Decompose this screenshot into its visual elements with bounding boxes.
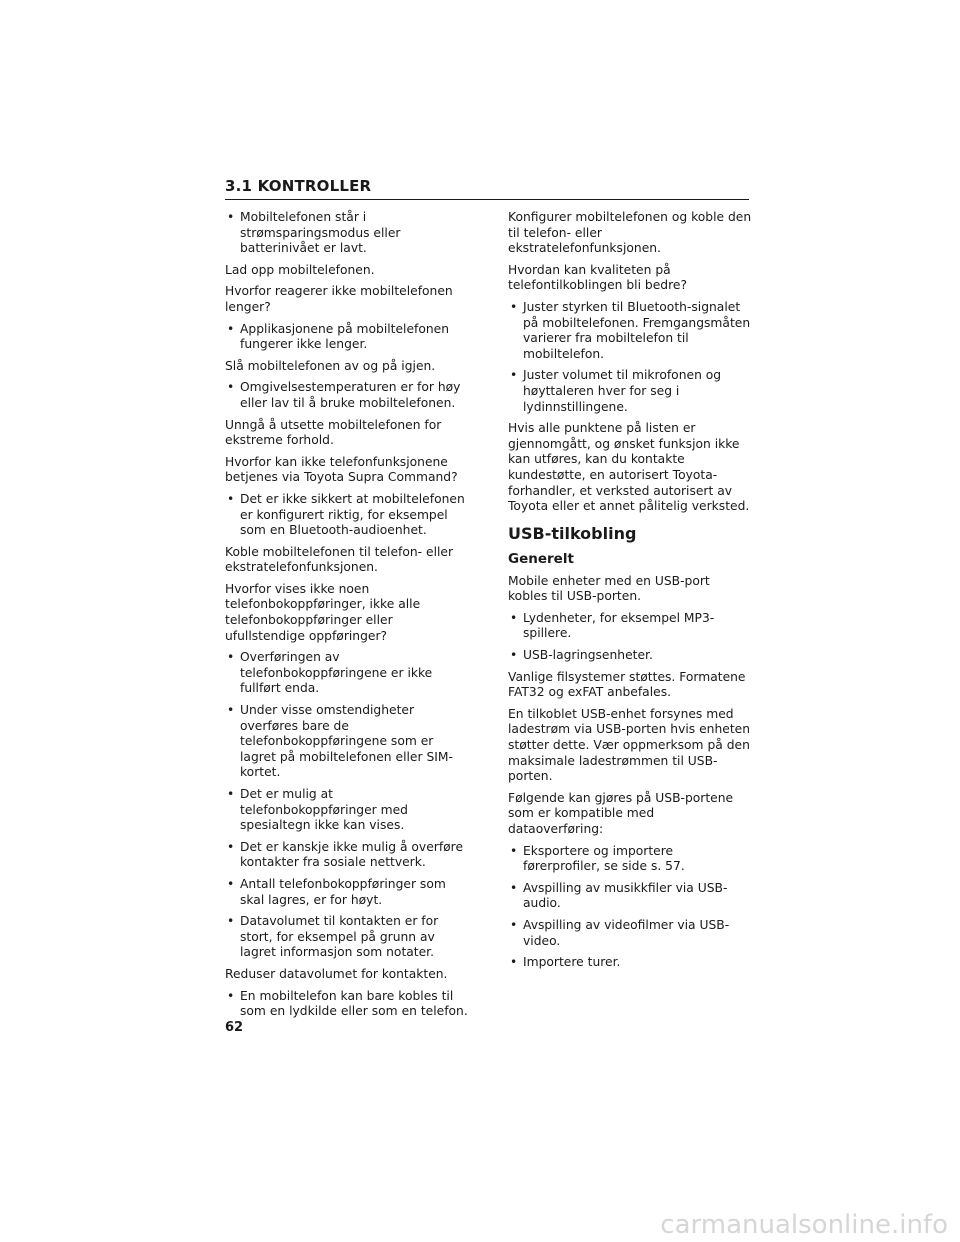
bullet-dot: •: [510, 299, 518, 314]
bullet-dot: •: [510, 610, 518, 625]
right-column: [508, 210, 753, 977]
paragraph: Hvorfor reagerer ikke mobiltelefonen lenger?: [225, 284, 453, 314]
paragraph: Konfigurer mobiltelefonen og koble den til telefon- eller ekstratelefonfunksjonen.: [508, 210, 752, 256]
paragraph: Vanlige filsystemer støttes. Formatene FAT32 og exFAT anbefales.: [508, 669, 746, 700]
bullet-dot: •: [227, 491, 235, 506]
bullet-text: Mobiltelefonen står i strømsparingsmodus eller batterinivået er lavt.: [240, 210, 401, 256]
bullet-dot: •: [227, 650, 235, 665]
bullet-text: Overføringen av telefonbokoppføringene er ikke fullført enda.: [240, 650, 433, 696]
bullet-dot: •: [510, 843, 518, 858]
paragraph: Hvis alle punktene på listen er gjennomgått, og ønsket funksjon ikke kan utføres, kan du kontakte kundestøtte, en autorisert Toyota-forhandler, et verksted autorisert av Toyota eller et annet pålitelig verksted.: [508, 421, 750, 514]
bullet-item: [508, 844, 753, 875]
bullet-text: Omgivelsestemperaturen er for høy eller lav til å bruke mobiltelefonen.: [240, 380, 461, 410]
bullet-item: [508, 955, 753, 971]
bullet-item: [508, 300, 753, 362]
bullet-dot: •: [227, 876, 235, 891]
bullet-text: Avspilling av musikkfiler via USB-audio.: [523, 880, 728, 911]
header-rule: [225, 199, 749, 200]
page-number: 62: [225, 1020, 244, 1035]
subsection-heading: Generelt: [508, 550, 574, 567]
bullet-item: [508, 648, 753, 664]
paragraph: Reduser datavolumet for kontakten.: [225, 966, 448, 981]
bullet-dot: •: [227, 321, 235, 336]
bullet-text: Datavolumet til kontakten er for stort, for eksempel på grunn av lagret informasjon som notater.: [240, 914, 439, 960]
paragraph: Hvorfor vises ikke noen telefonbokoppføringer, ikke alle telefonbokoppføringer eller ufullstendige oppføringer?: [225, 581, 421, 643]
bullet-text: Lydenheter, for eksempel MP3-spillere.: [523, 610, 715, 641]
bullet-text: Juster styrken til Bluetooth-signalet på mobiltelefonen. Fremgangsmåten varierer fra mobiltelefon til mobiltelefon.: [523, 299, 751, 361]
bullet-dot: •: [227, 839, 235, 854]
section-heading: USB-tilkobling: [508, 523, 637, 543]
paragraph: En tilkoblet USB-enhet forsynes med ladestrøm via USB-porten hvis enheten støtter dette. Vær oppmerksom på den maksimale ladestrømmen til USB-porten.: [508, 706, 751, 784]
bullet-text: Antall telefonbokoppføringer som skal lagres, er for høyt.: [240, 876, 446, 907]
left-column: [225, 210, 470, 1026]
bullet-item: [508, 611, 753, 642]
bullet-text: Det er ikke sikkert at mobiltelefonen er konfigurert riktig, for eksempel som en Bluetooth-audioenhet.: [240, 491, 465, 538]
bullet-item: [225, 703, 470, 781]
bullet-dot: •: [510, 955, 518, 970]
bullet-text: Avspilling av videofilmer via USB-video.: [523, 917, 730, 948]
paragraph: Hvorfor kan ikke telefonfunksjonene betjenes via Toyota Supra Command?: [225, 454, 458, 485]
bullet-item: [225, 380, 470, 411]
paragraph: Følgende kan gjøres på USB-portene som er kompatible med dataoverføring:: [508, 790, 734, 836]
paragraph: Slå mobiltelefonen av og på igjen.: [225, 358, 436, 373]
bullet-dot: •: [227, 703, 235, 718]
bullet-text: En mobiltelefon kan bare kobles til som en lydkilde eller som en telefon.: [240, 988, 468, 1019]
bullet-item: [225, 989, 470, 1020]
paragraph: Koble mobiltelefonen til telefon- eller ekstratelefonfunksjonen.: [225, 544, 454, 575]
bullet-text: Importere turer.: [523, 955, 621, 970]
bullet-text: Under visse omstendigheter overføres bare de telefonbokoppføringene som er lagret på mobiltelefonen eller SIM-kortet.: [240, 703, 453, 780]
bullet-dot: •: [510, 648, 518, 663]
paragraph: Mobile enheter med en USB-port kobles til USB-porten.: [508, 573, 710, 604]
paragraph: Hvordan kan kvaliteten på telefontilkoblingen bli bedre?: [508, 262, 687, 293]
bullet-item: [225, 210, 470, 257]
bullet-item: [225, 840, 470, 871]
paragraph: Lad opp mobiltelefonen.: [225, 262, 375, 277]
bullet-text: Det er kanskje ikke mulig å overføre kontakter fra sosiale nettverk.: [240, 839, 464, 870]
bullet-item: [225, 492, 470, 539]
bullet-dot: •: [227, 914, 235, 929]
bullet-item: [225, 914, 470, 961]
bullet-dot: •: [227, 380, 235, 395]
bullet-item: [225, 877, 470, 908]
bullet-dot: •: [227, 787, 235, 801]
bullet-item: [508, 918, 753, 949]
bullet-dot: •: [227, 988, 235, 1003]
bullet-dot: •: [227, 210, 235, 224]
paragraph: Unngå å utsette mobiltelefonen for ekstreme forhold.: [225, 417, 442, 448]
bullet-item: [508, 881, 753, 912]
watermark: carmanualsonline.info: [660, 1210, 948, 1240]
bullet-text: Applikasjonene på mobiltelefonen fungerer ikke lenger.: [240, 321, 450, 352]
bullet-text: Eksportere og importere førerprofiler, se side s. 57.: [523, 843, 685, 874]
bullet-dot: •: [510, 917, 518, 932]
bullet-item: [508, 368, 753, 415]
bullet-dot: •: [510, 368, 518, 383]
bullet-text: USB-lagringsenheter.: [523, 648, 653, 663]
bullet-item: [225, 650, 470, 697]
bullet-item: [225, 322, 470, 353]
section-title: 3.1 KONTROLLER: [225, 177, 372, 195]
bullet-dot: •: [510, 880, 518, 895]
bullet-item: [225, 787, 470, 834]
bullet-text: Juster volumet til mikrofonen og høyttaleren hver for seg i lydinnstillingene.: [523, 368, 722, 414]
bullet-text: Det er mulig at telefonbokoppføringer med spesialtegn ikke kan vises.: [240, 787, 408, 833]
